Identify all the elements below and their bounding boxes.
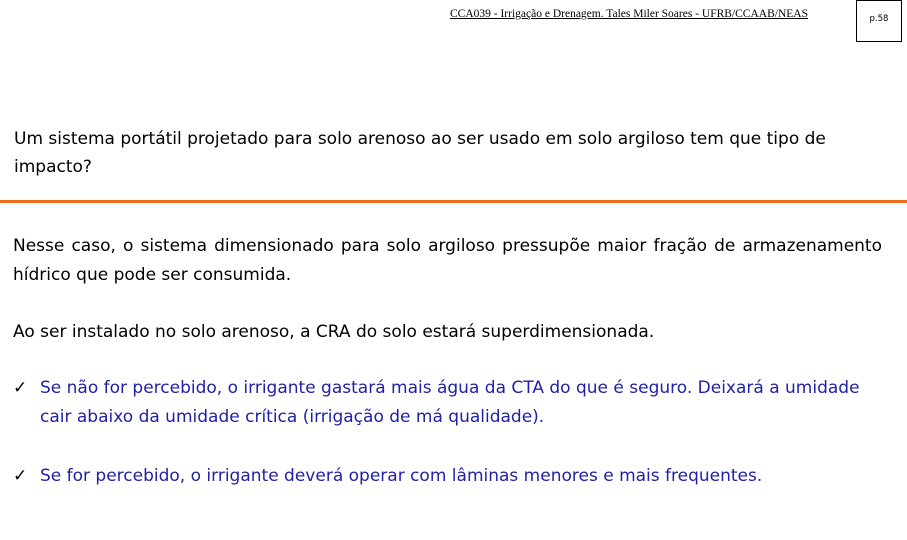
checkmark-icon: ✓ [13,378,28,398]
course-header: CCA039 - Irrigação e Drenagem. Tales Miler Soares - UFRB/CCAAB/NEAS [450,8,808,20]
bullet-item [13,462,882,491]
page-number: p.58 [869,14,889,24]
divider-line [0,200,907,203]
explanation-paragraph: Nesse caso, o sistema dimensionado para solo argiloso pressupõe maior fração de armazenamento hídrico que pode ser consumida. [13,236,882,285]
checkmark-icon: ✓ [13,466,28,486]
bullet-text: Se não for percebido, o irrigante gastará mais água da CTA do que é seguro. Deixará a umidade cair abaixo da umidade crítica (irrigação de má qualidade). [40,378,860,427]
conclusion-paragraph: Ao ser instalado no solo arenoso, a CRA do solo estará superdimensionada. [13,322,655,342]
page-number-box [856,0,902,42]
bullet-item [13,374,882,432]
bullet-text: Se for percebido, o irrigante deverá operar com lâminas menores e mais frequentes. [40,466,763,486]
question-text: Um sistema portátil projetado para solo arenoso ao ser usado em solo argiloso tem que tipo de impacto? [14,129,826,177]
